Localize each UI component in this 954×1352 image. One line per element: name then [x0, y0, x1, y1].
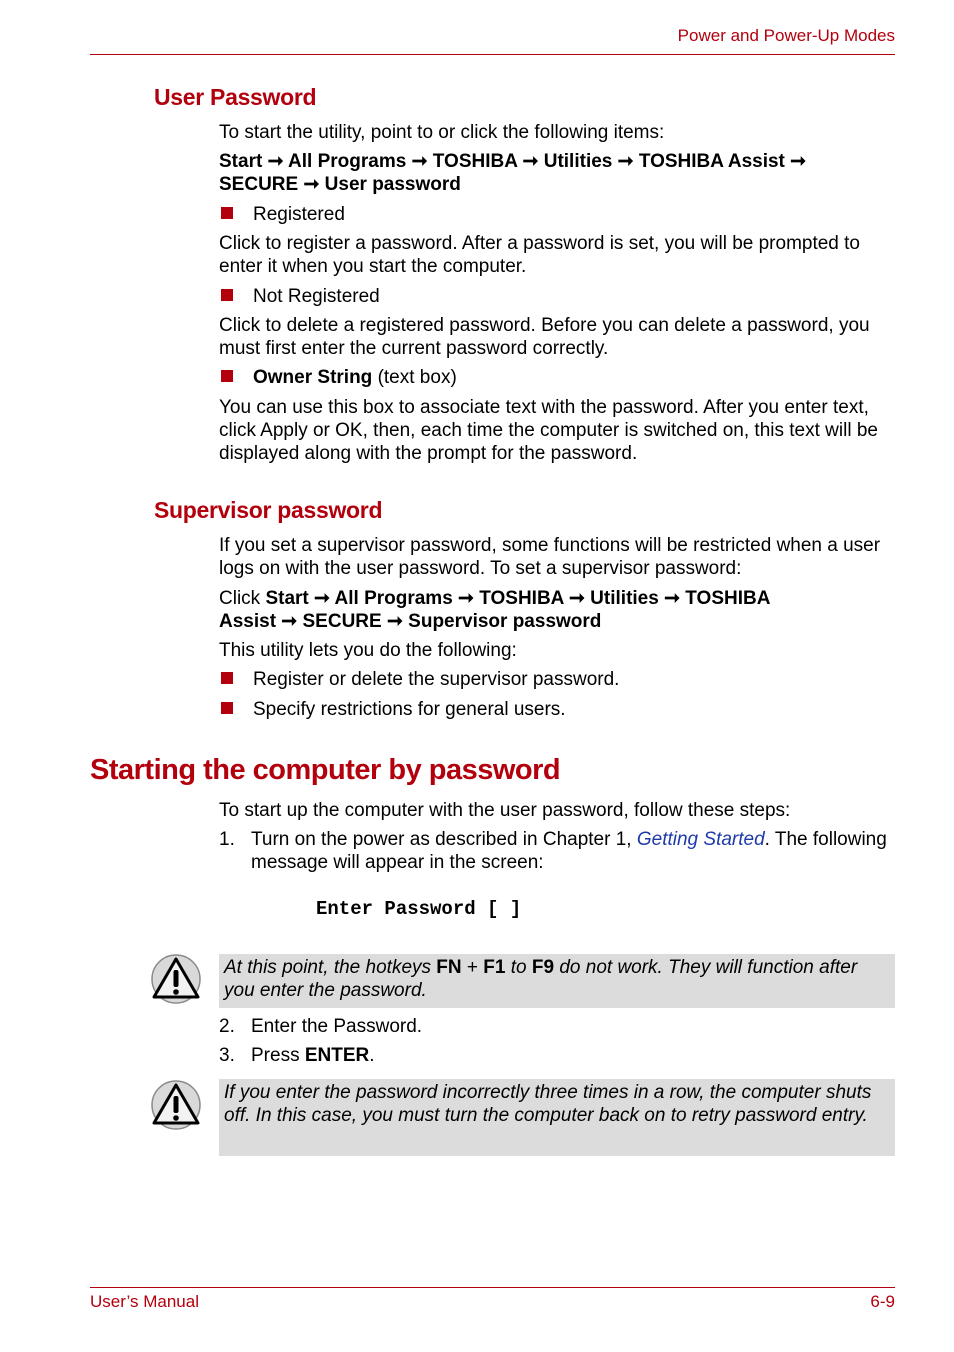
list-item [219, 285, 380, 308]
step-2-text: Enter the Password. [251, 1016, 423, 1037]
note-hotkeys [219, 954, 895, 1008]
step-1-text-a: Turn on the power as described in Chapter 1, [251, 829, 637, 850]
header-rule [90, 54, 895, 55]
note1-text-b: do not work. They will function after you enter the password. [224, 957, 858, 1001]
page-number: 6-9 [870, 1292, 895, 1311]
bullet-square-icon [221, 207, 233, 219]
note1-plus: + [461, 957, 484, 978]
note1-text-a: At this point, the hotkeys [224, 957, 437, 978]
supervisor-path-line2: Assist ➞ SECURE ➞ Supervisor password [219, 611, 602, 632]
bullet-label: Registered [253, 204, 345, 225]
supervisor-intro: If you set a supervisor password, some functions will be restricted when a user logs on with the user password. To set a supervisor password: [219, 535, 881, 579]
starting-heading: Starting the computer by password [90, 754, 561, 786]
step-1-text [251, 828, 891, 874]
footer-manual-title: User’s Manual [90, 1292, 199, 1311]
step-number: 2. [219, 1016, 235, 1037]
bullet-square-icon [221, 672, 233, 684]
step-3-text [251, 1044, 891, 1067]
step-3-text-a: Press [251, 1045, 305, 1066]
note1-f9: F9 [531, 957, 555, 978]
enter-key: ENTER [304, 1045, 370, 1066]
bullet-square-icon [221, 289, 233, 301]
list-item [219, 203, 345, 226]
supervisor-path-line1: Start ➞ All Programs ➞ TOSHIBA ➞ Utilities ➞ TOSHIBA [265, 588, 771, 609]
note1-f1: F1 [483, 957, 506, 978]
supervisor-password-heading: Supervisor password [154, 497, 383, 523]
supervisor-path [219, 587, 889, 633]
step-number: 1. [219, 829, 235, 850]
note-retry: If you enter the password incorrectly three times in a row, the computer shuts off. In this case, you must turn the computer back on to retry password entry. [219, 1079, 895, 1156]
user-password-heading: User Password [154, 84, 317, 110]
note1-fn: FN [436, 957, 462, 978]
note1-to: to [505, 957, 532, 978]
click-word: Click [219, 588, 266, 609]
getting-started-link[interactable]: Getting Started [636, 829, 765, 850]
step-number: 3. [219, 1045, 235, 1066]
supervisor-lets: This utility lets you do the following: [219, 640, 517, 661]
user-password-path-line2: SECURE ➞ User password [219, 174, 461, 195]
owner-string-desc: You can use this box to associate text with the password. After you enter text, click Apply or OK, then, each time the computer is switched on, this text will be displayed along with the prompt for the password. [219, 397, 878, 464]
user-password-path-line1: Start ➞ All Programs ➞ TOSHIBA ➞ Utilities ➞ TOSHIBA Assist ➞ [219, 151, 807, 172]
bullet-square-icon [221, 702, 233, 714]
user-password-path [219, 150, 889, 196]
bullet-label: Register or delete the supervisor password. [253, 669, 620, 690]
bullet-square-icon [221, 370, 233, 382]
footer-rule [90, 1287, 895, 1288]
warning-icon [150, 953, 202, 1005]
step-3-text-c: . [369, 1045, 375, 1066]
bullet-label-rest: (text box) [372, 367, 457, 388]
list-item [219, 698, 566, 721]
not-registered-desc: Click to delete a registered password. Before you can delete a password, you must first enter the current password correctly. [219, 315, 870, 359]
warning-icon [150, 1079, 202, 1131]
bullet-label: Specify restrictions for general users. [253, 699, 566, 720]
step-1-text-b: . The following message will appear in the screen: [251, 829, 887, 873]
bullet-label-bold: Owner String [253, 367, 373, 388]
header-title: Power and Power-Up Modes [677, 26, 895, 45]
password-prompt-code: Enter Password [ ] [316, 898, 522, 920]
user-password-intro: To start the utility, point to or click the following items: [219, 122, 665, 143]
registered-desc: Click to register a password. After a password is set, you will be prompted to enter it when you start the computer. [219, 233, 860, 277]
list-item [219, 366, 457, 389]
starting-intro: To start up the computer with the user password, follow these steps: [219, 800, 791, 821]
bullet-label: Not Registered [253, 286, 380, 307]
list-item [219, 668, 619, 691]
